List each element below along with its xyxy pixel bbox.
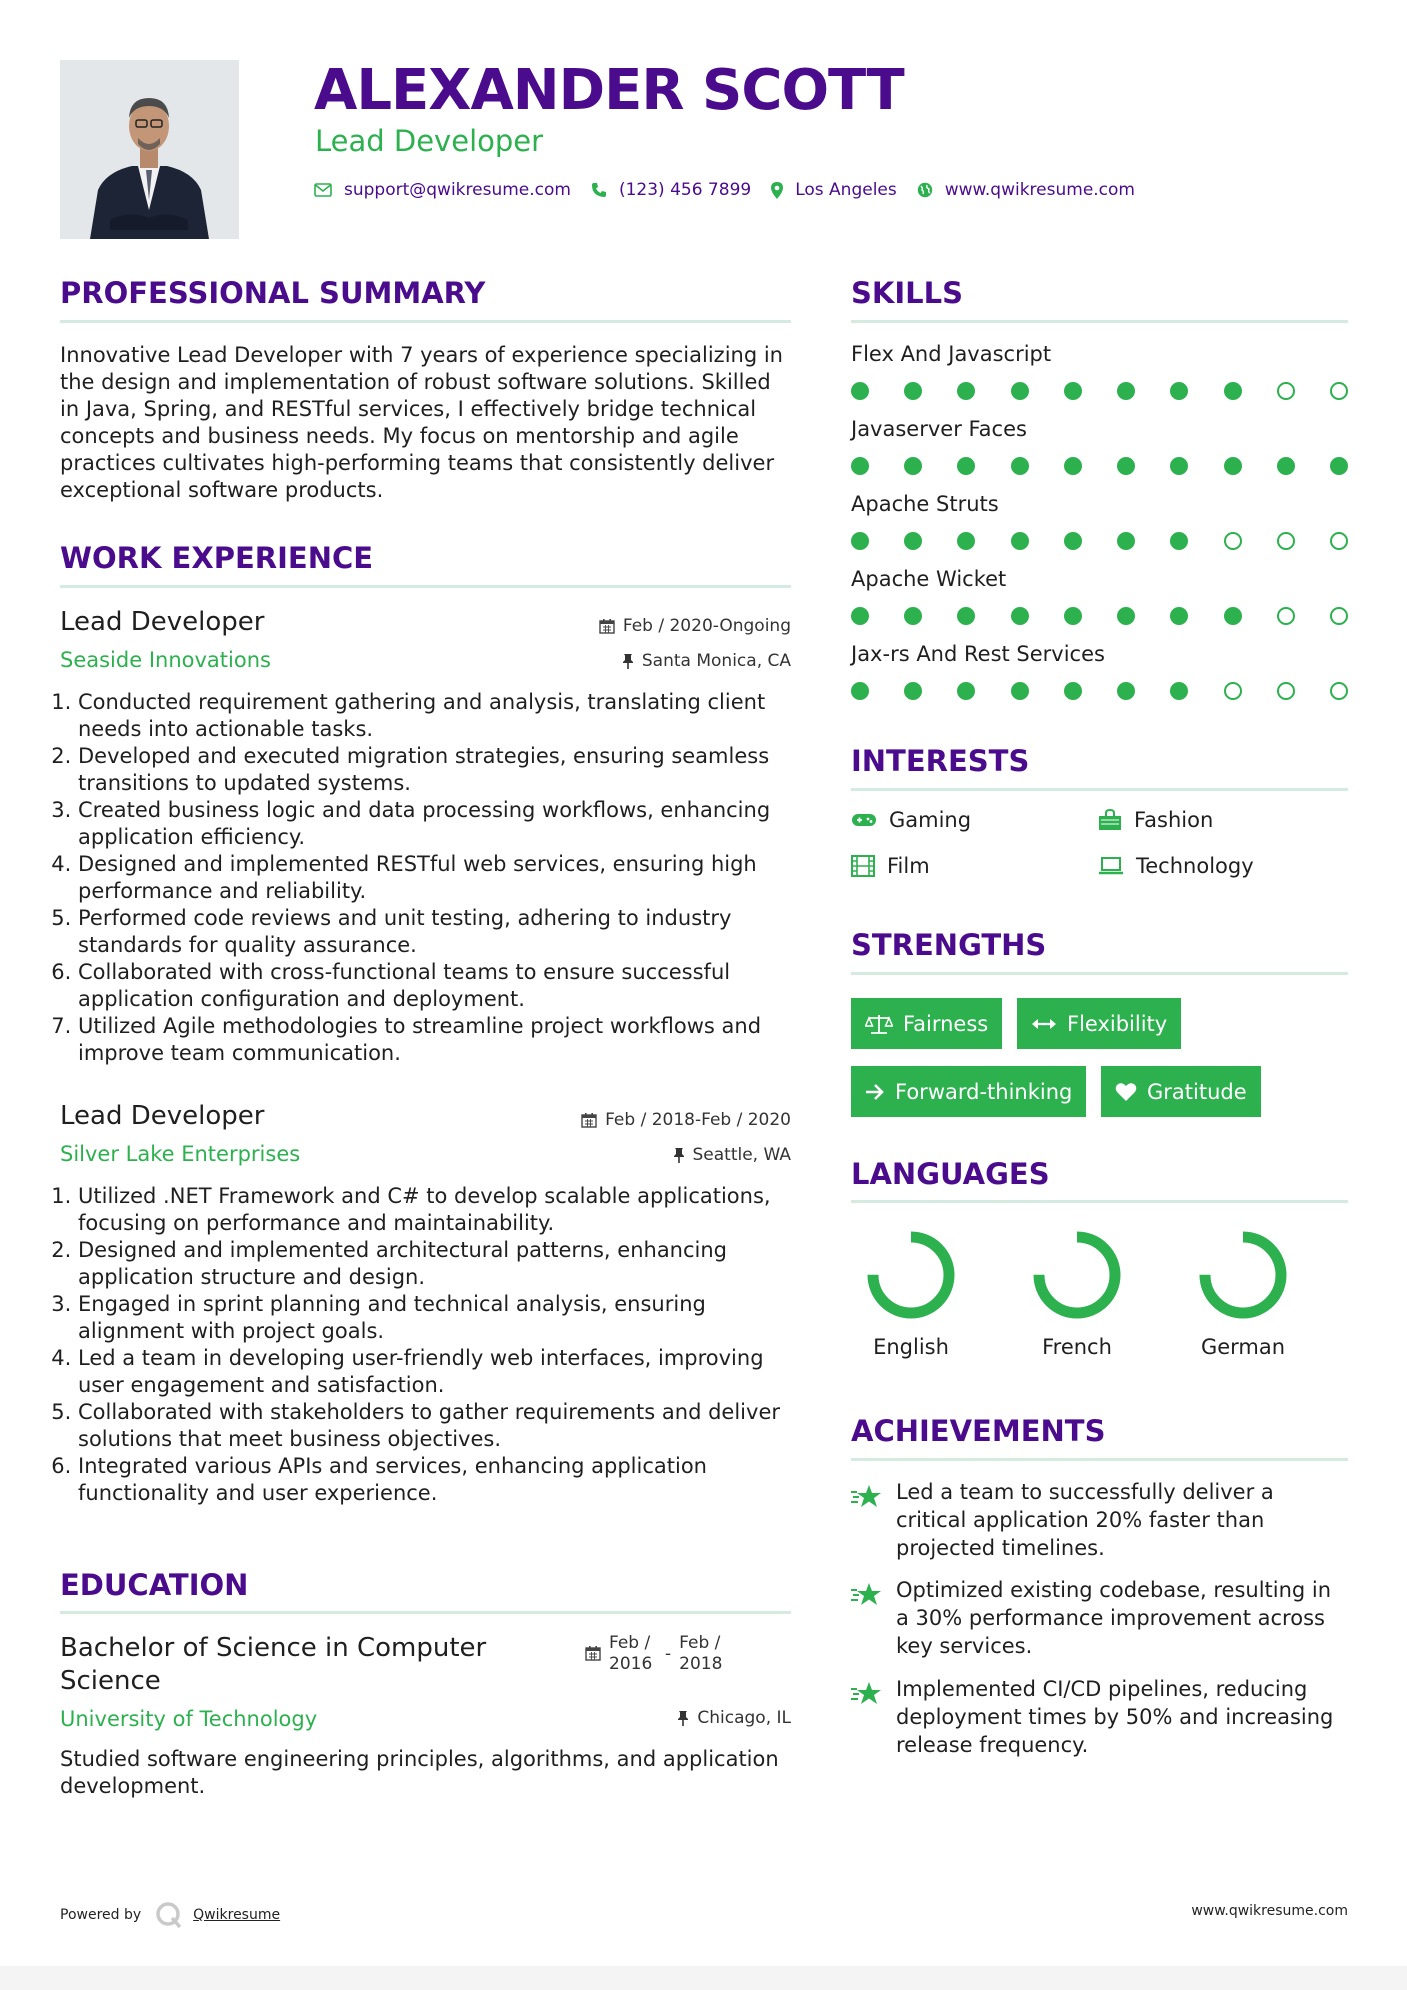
list-item: 5. Collaborated with stakeholders to gather requirements and deliver solutions that meet business objectives. [78, 1399, 796, 1453]
skill-rating [851, 531, 1348, 551]
pushpin-icon [677, 1710, 689, 1726]
skill-rating [851, 606, 1348, 626]
rating-dot-filled [1330, 457, 1348, 475]
skill-name: Flex And Javascript [851, 342, 1052, 366]
footer-powered-by [60, 1901, 280, 1929]
rating-dot-empty [1277, 682, 1295, 700]
list-item: 7. Utilized Agile methodologies to streamline project workflows and improve team communication. [78, 1013, 796, 1067]
skills-divider [851, 320, 1348, 323]
education-location-text: Chicago, IL [697, 1708, 791, 1728]
job-location [520, 651, 791, 671]
rating-dot-filled [1170, 382, 1188, 400]
phone-icon [591, 182, 607, 198]
list-item: 1. Conducted requirement gathering and analysis, translating client needs into actionable tasks. [78, 689, 796, 743]
interest-label: Gaming [889, 808, 972, 832]
balance-scale-icon [865, 1013, 893, 1035]
location-text: Los Angeles [795, 180, 897, 200]
rating-dot-empty [1277, 382, 1295, 400]
rating-dot-filled [904, 382, 922, 400]
rating-dot-empty [1277, 607, 1295, 625]
summary-text: Innovative Lead Developer with 7 years of experience specializing in the design and implementation of robust software solutions. Skilled in Java, Spring, and RESTful services, I effectively bridge technical concepts and business needs. My focus on mentorship and agile practices cultivates high-performing teams that consistently deliver exceptional software products. [60, 343, 783, 502]
strengths-divider [851, 972, 1348, 975]
footer-band [0, 1966, 1407, 1990]
strengths-heading: STRENGTHS [851, 928, 1047, 962]
shopping-bag-icon [1098, 809, 1122, 831]
language-item [1012, 1225, 1142, 1359]
rating-dot-filled [1170, 532, 1188, 550]
strength-badge [851, 1066, 1086, 1117]
rating-dot-empty [1224, 532, 1242, 550]
award-star-icon [850, 1484, 882, 1510]
language-item [1178, 1225, 1308, 1359]
date-separator: - [665, 1644, 672, 1664]
rating-dot-filled [1170, 682, 1188, 700]
interest-item [851, 854, 930, 878]
calendar-icon [585, 1645, 601, 1661]
language-name: German [1200, 1335, 1286, 1359]
interests-heading: INTERESTS [851, 744, 1030, 778]
language-level-arc [1039, 1237, 1115, 1313]
list-item: 3. Created business logic and data processing workflows, enhancing application efficiency. [78, 797, 796, 851]
rating-dot-filled [957, 382, 975, 400]
language-level-arc [873, 1237, 949, 1313]
interest-label: Fashion [1134, 808, 1214, 832]
languages-heading: LANGUAGES [851, 1157, 1050, 1191]
award-star-icon [850, 1582, 882, 1608]
rating-dot-filled [904, 532, 922, 550]
language-level-arc [1205, 1237, 1281, 1313]
strength-label: Forward-thinking [895, 1079, 1073, 1104]
skill-name: Javaserver Faces [851, 417, 1027, 441]
job-company: Silver Lake Enterprises [60, 1142, 301, 1166]
phone-text: (123) 456 7899 [618, 180, 752, 200]
strength-badge [1017, 998, 1181, 1049]
rating-dot-filled [1117, 382, 1135, 400]
heart-icon [1115, 1082, 1137, 1102]
candidate-title: Lead Developer [315, 124, 544, 158]
job-location-text: Seattle, WA [692, 1145, 791, 1165]
achievement-item: Led a team to successfully deliver a critical application 20% faster than projected timelines. [896, 1480, 1274, 1560]
brand-link[interactable]: Qwikresume [193, 1907, 281, 1923]
strength-label: Flexibility [1067, 1011, 1168, 1036]
globe-icon [917, 182, 933, 198]
list-item: 2. Designed and implemented architectural patterns, enhancing application structure and design. [78, 1237, 796, 1291]
education-location [520, 1708, 791, 1728]
achievement-item: Optimized existing codebase, resulting in a 30% performance improvement across key services. [896, 1578, 1332, 1658]
rating-dot-filled [1224, 382, 1242, 400]
list-item: 3. Engaged in sprint planning and technical analysis, ensuring alignment with project goals. [78, 1291, 796, 1345]
rating-dot-filled [1277, 457, 1295, 475]
rating-dot-filled [1170, 457, 1188, 475]
calendar-icon [581, 1112, 597, 1128]
language-level-ring [1012, 1225, 1142, 1325]
interest-label: Film [887, 854, 930, 878]
summary-heading: PROFESSIONAL SUMMARY [60, 276, 486, 310]
job-location [520, 1145, 791, 1165]
envelope-icon [314, 183, 332, 197]
rating-dot-filled [1011, 532, 1029, 550]
language-name: French [1042, 1335, 1112, 1359]
education-degree: Bachelor of Science in Computer Science [60, 1633, 487, 1696]
achievements-heading: ACHIEVEMENTS [851, 1414, 1106, 1448]
award-star-icon [850, 1681, 882, 1707]
rating-dot-filled [1011, 607, 1029, 625]
rating-dot-filled [904, 457, 922, 475]
rating-dot-filled [851, 532, 869, 550]
skill-name: Jax-rs And Rest Services [851, 642, 1105, 666]
list-item: 6. Integrated various APIs and services, enhancing application functionality and user experience. [78, 1453, 796, 1507]
rating-dot-filled [1064, 682, 1082, 700]
powered-by-text: Powered by [60, 1907, 142, 1923]
list-item: 4. Designed and implemented RESTful web services, ensuring high performance and reliability. [78, 851, 796, 905]
rating-dot-filled [851, 682, 869, 700]
list-item: 5. Performed code reviews and unit testing, adhering to industry standards for quality assurance. [78, 905, 796, 959]
email-text: support@qwikresume.com [344, 180, 571, 200]
rating-dot-filled [1064, 532, 1082, 550]
strength-label: Fairness [903, 1011, 989, 1036]
rating-dot-filled [904, 682, 922, 700]
list-item: 2. Developed and executed migration strategies, ensuring seamless transitions to updated systems. [78, 743, 796, 797]
experience-heading: WORK EXPERIENCE [60, 541, 374, 575]
footer-url[interactable]: www.qwikresume.com [1191, 1903, 1348, 1919]
rating-dot-filled [1117, 682, 1135, 700]
calendar-icon [599, 618, 615, 634]
rating-dot-filled [957, 457, 975, 475]
job-title: Lead Developer [60, 1101, 265, 1131]
job-dates-text: Feb / 2018-Feb / 2020 [605, 1110, 791, 1130]
rating-dot-filled [957, 532, 975, 550]
rating-dot-filled [957, 682, 975, 700]
website-text: www.qwikresume.com [944, 180, 1135, 200]
contact-website[interactable] [917, 180, 1135, 200]
rating-dot-empty [1224, 682, 1242, 700]
contact-email[interactable] [314, 180, 571, 200]
contact-bar [314, 178, 1155, 202]
rating-dot-filled [1117, 457, 1135, 475]
rating-dot-empty [1330, 607, 1348, 625]
film-icon [851, 855, 875, 877]
rating-dot-filled [851, 607, 869, 625]
interest-label: Technology [1136, 854, 1254, 878]
experience-divider [60, 585, 791, 588]
rating-dot-filled [1011, 457, 1029, 475]
rating-dot-filled [1224, 457, 1242, 475]
list-item: 6. Collaborated with cross-functional teams to ensure successful application configuration and deployment. [78, 959, 796, 1013]
arrows-horizontal-icon [1031, 1017, 1057, 1031]
map-marker-icon [771, 182, 783, 199]
interest-item [1098, 854, 1254, 878]
languages-divider [851, 1200, 1348, 1203]
contact-phone[interactable] [591, 180, 751, 200]
rating-dot-empty [1330, 682, 1348, 700]
rating-dot-empty [1330, 382, 1348, 400]
education-end-date: Feb / 2018 [679, 1633, 723, 1674]
job-title: Lead Developer [60, 607, 265, 637]
rating-dot-filled [1170, 607, 1188, 625]
pushpin-icon [622, 653, 634, 669]
list-item: 4. Led a team in developing user-friendly web interfaces, improving user engagement and satisfaction. [78, 1345, 796, 1399]
language-item [846, 1225, 976, 1359]
rating-dot-filled [1064, 457, 1082, 475]
rating-dot-filled [1064, 607, 1082, 625]
job-location-text: Santa Monica, CA [641, 651, 791, 671]
language-name: English [873, 1335, 949, 1359]
arrow-right-icon [865, 1083, 885, 1101]
interests-divider [851, 788, 1348, 791]
summary-divider [60, 320, 791, 323]
language-level-ring [846, 1225, 976, 1325]
language-level-ring [1178, 1225, 1308, 1325]
contact-location [771, 180, 897, 200]
rating-dot-filled [1224, 607, 1242, 625]
interest-item [851, 808, 971, 832]
rating-dot-filled [851, 457, 869, 475]
job-duties-list [60, 689, 796, 1067]
gamepad-icon [851, 812, 877, 828]
strength-label: Gratitude [1147, 1079, 1247, 1104]
skill-name: Apache Struts [851, 492, 999, 516]
job-dates-text: Feb / 2020-Ongoing [622, 616, 791, 636]
skills-heading: SKILLS [851, 276, 963, 310]
strength-badge [851, 998, 1002, 1049]
education-divider [60, 1611, 791, 1614]
rating-dot-filled [957, 607, 975, 625]
qwikresume-logo-icon [155, 1901, 183, 1929]
job-dates [520, 1110, 791, 1130]
rating-dot-filled [1064, 382, 1082, 400]
rating-dot-filled [1117, 532, 1135, 550]
rating-dot-empty [1330, 532, 1348, 550]
pushpin-icon [673, 1147, 685, 1163]
skill-rating [851, 681, 1348, 701]
rating-dot-filled [1011, 682, 1029, 700]
rating-dot-filled [1011, 382, 1029, 400]
rating-dot-filled [904, 607, 922, 625]
rating-dot-filled [1117, 607, 1135, 625]
skill-rating [851, 456, 1348, 476]
education-school: University of Technology [60, 1707, 318, 1731]
profile-photo [60, 60, 239, 239]
candidate-name: ALEXANDER SCOTT [314, 58, 904, 123]
rating-dot-empty [1277, 532, 1295, 550]
education-start-date: Feb / 2016 [609, 1633, 653, 1674]
interest-item [1098, 808, 1213, 832]
skill-name: Apache Wicket [851, 567, 1007, 591]
skill-rating [851, 381, 1348, 401]
job-dates [520, 616, 791, 636]
job-duties-list [60, 1183, 796, 1507]
achievements-divider [851, 1458, 1348, 1461]
rating-dot-filled [851, 382, 869, 400]
strength-badge [1101, 1066, 1261, 1117]
job-company: Seaside Innovations [60, 648, 271, 672]
achievement-item: Implemented CI/CD pipelines, reducing deployment times by 50% and increasing release frequency. [896, 1677, 1334, 1757]
education-dates [585, 1633, 727, 1675]
list-item: 1. Utilized .NET Framework and C# to develop scalable applications, focusing on performance and maintainability. [78, 1183, 796, 1237]
education-description: Studied software engineering principles, algorithms, and application development. [60, 1747, 779, 1798]
laptop-icon [1098, 856, 1124, 876]
education-heading: EDUCATION [60, 1568, 249, 1602]
